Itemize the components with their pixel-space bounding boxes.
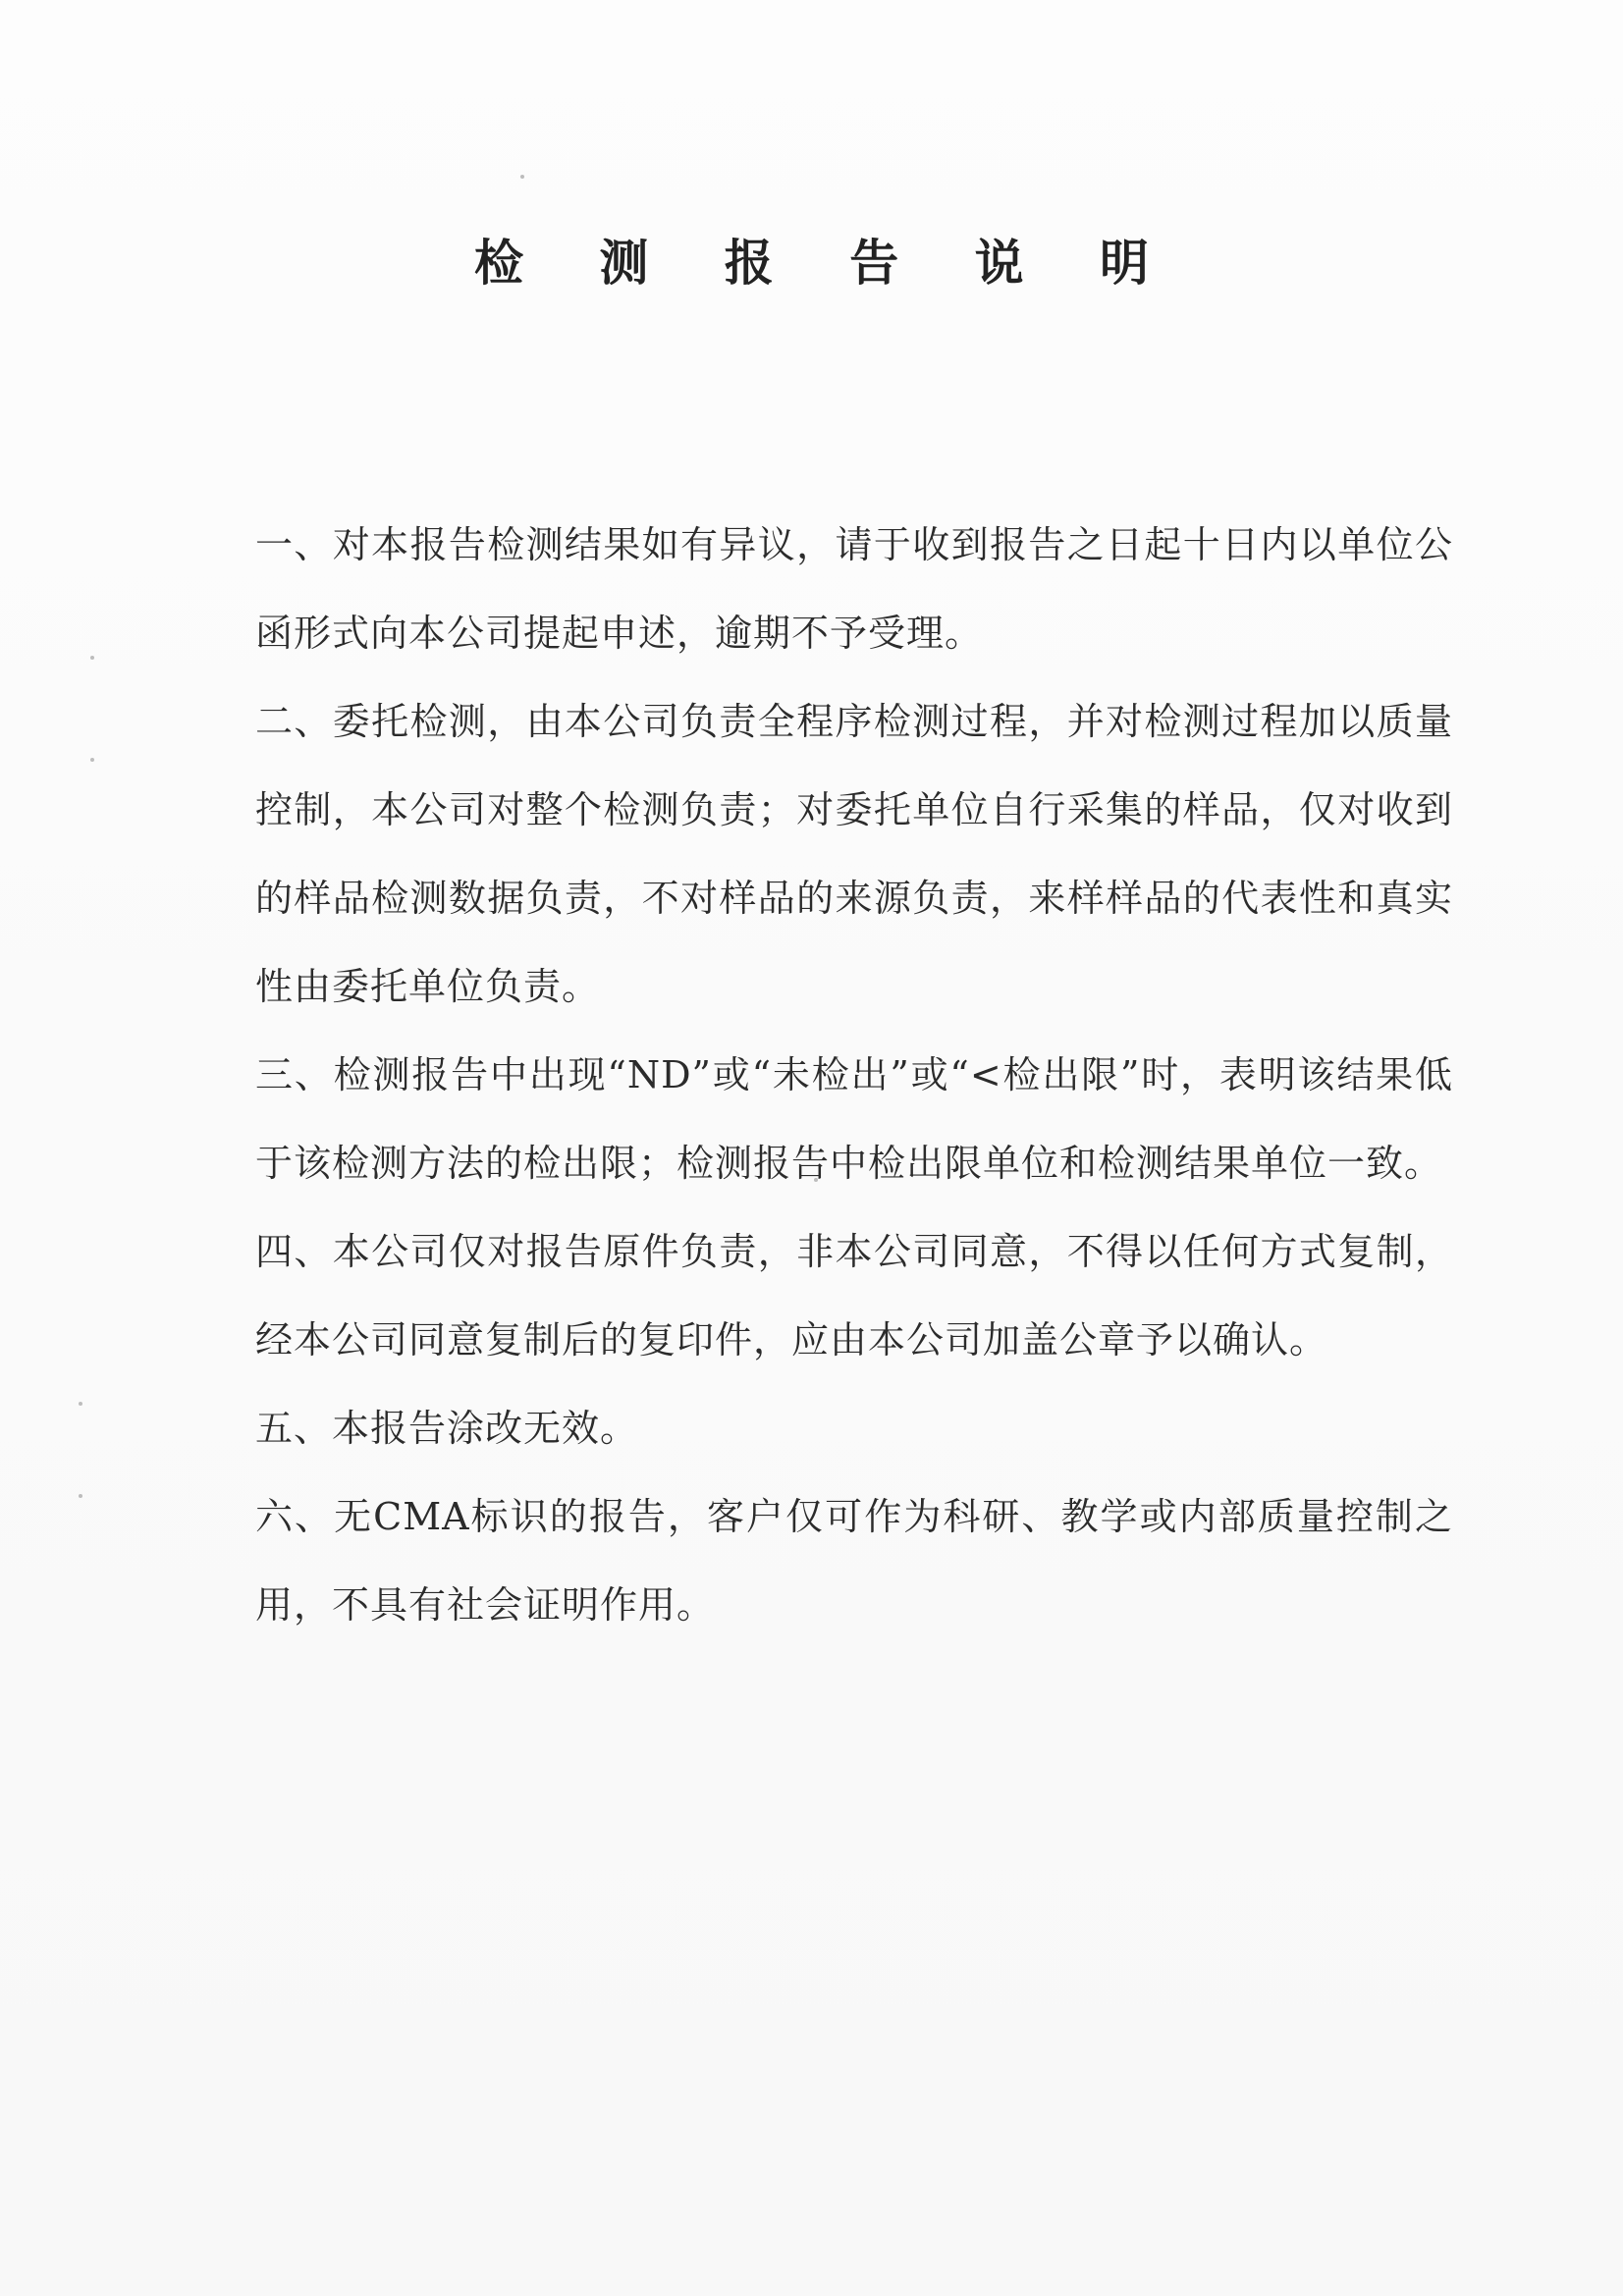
scan-speck [79,1402,82,1406]
paragraph-2: 二、委托检测，由本公司负责全程序检测过程，并对检测过程加以质量控制，本公司对整个检测负责；对委托单位自行采集的样品，仅对收到的样品检测数据负责，不对样品的来源负责，来样样品的代表性和真实性由委托单位负责。 [255,700,1453,1008]
scan-speck [520,175,524,179]
document-body [255,501,1453,1649]
paragraph-6: 六、无CMA标识的报告，客户仅可作为科研、教学或内部质量控制之用，不具有社会证明作用。 [255,1495,1453,1627]
paragraph-1: 一、对本报告检测结果如有异议，请于收到报告之日起十日内以单位公函形式向本公司提起申述，逾期不予受理。 [255,523,1453,655]
paragraph-3: 三、检测报告中出现“ND”或“未检出”或“<检出限”时，表明该结果低于该检测方法的检出限；检测报告中检出限单位和检测结果单位一致。 [255,1053,1453,1185]
scan-speck [79,1494,82,1498]
paragraph-5: 五、本报告涂改无效。 [255,1407,639,1450]
scan-speck [90,656,94,660]
scan-speck [90,758,94,762]
paragraph-4: 四、本公司仅对报告原件负责，非本公司同意，不得以任何方式复制，经本公司同意复制后的复印件，应由本公司加盖公章予以确认。 [255,1230,1453,1362]
document-title: 检 测 报 告 说 明 [473,234,1179,292]
